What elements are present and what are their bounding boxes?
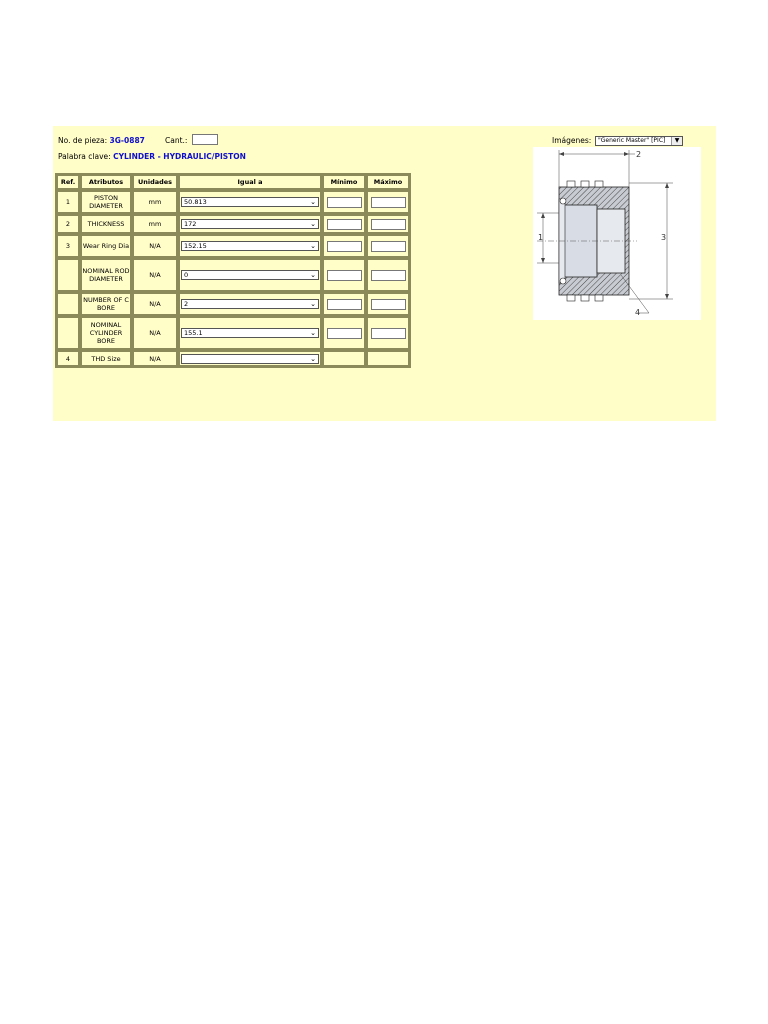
piston-drawing-svg xyxy=(533,147,701,320)
min-input[interactable] xyxy=(327,197,362,208)
equals-select[interactable] xyxy=(181,241,319,251)
keyword-label: Palabra clave: xyxy=(58,152,111,161)
min-input[interactable] xyxy=(327,328,362,339)
row-attribute: Wear Ring Dia xyxy=(81,235,131,257)
table-row xyxy=(57,259,409,291)
images-selected-value: "Generic Master" [PIC] xyxy=(598,137,666,144)
row-min-cell xyxy=(323,259,365,291)
callout-2: 2 xyxy=(636,150,642,159)
row-equals-cell xyxy=(179,235,321,257)
chevron-down-icon: ⌄ xyxy=(310,271,316,279)
row-ref: 1 xyxy=(57,191,79,213)
table-row xyxy=(57,317,409,349)
col-header-min: Mínimo xyxy=(323,175,365,189)
dimension-3 xyxy=(629,183,673,299)
table-row xyxy=(57,235,409,257)
part-search-panel xyxy=(53,126,716,421)
max-input[interactable] xyxy=(371,197,406,208)
row-max-cell xyxy=(367,235,409,257)
keyword-line xyxy=(58,152,246,161)
equals-select[interactable] xyxy=(181,299,319,309)
max-input[interactable] xyxy=(371,328,406,339)
chevron-down-icon: ⌄ xyxy=(310,354,316,363)
row-unit: N/A xyxy=(133,351,177,366)
callout-3: 3 xyxy=(661,233,667,242)
qty-label: Cant.: xyxy=(165,136,188,145)
row-ref: 4 xyxy=(57,351,79,366)
dimension-1 xyxy=(537,213,559,263)
part-number-value: 3G-0887 xyxy=(109,136,145,145)
max-input[interactable] xyxy=(371,241,406,252)
keyword-value: CYLINDER - HYDRAULIC/PISTON xyxy=(113,152,246,161)
row-min-cell xyxy=(323,191,365,213)
row-equals-cell xyxy=(179,293,321,315)
row-ref: 2 xyxy=(57,215,79,233)
row-unit: mm xyxy=(133,191,177,213)
chevron-down-icon: ⌄ xyxy=(310,198,316,206)
equals-select[interactable] xyxy=(181,219,319,229)
equals-select[interactable] xyxy=(181,197,319,207)
row-attribute: PISTON DIAMETER xyxy=(81,191,131,213)
chevron-down-icon: ⌄ xyxy=(310,220,316,228)
images-select[interactable] xyxy=(595,136,683,146)
row-ref: 3 xyxy=(57,235,79,257)
row-unit: N/A xyxy=(133,317,177,349)
chevron-down-icon: ▼ xyxy=(671,137,682,145)
chevron-down-icon: ⌄ xyxy=(310,300,316,308)
part-number-label: No. de pieza: xyxy=(58,136,108,145)
row-max-cell xyxy=(367,293,409,315)
equals-value: 0 xyxy=(184,271,189,279)
col-header-attributes: Atributos xyxy=(81,175,131,189)
table-row xyxy=(57,191,409,213)
min-input[interactable] xyxy=(327,219,362,230)
row-max-cell xyxy=(367,351,409,366)
table-row xyxy=(57,293,409,315)
piston-drawing xyxy=(533,147,701,320)
row-min-cell xyxy=(323,351,365,366)
col-header-max: Máximo xyxy=(367,175,409,189)
row-equals-cell xyxy=(179,351,321,366)
equals-value: 2 xyxy=(184,300,189,308)
table-header-row xyxy=(57,175,409,189)
equals-value: 152.15 xyxy=(184,242,207,250)
row-max-cell xyxy=(367,259,409,291)
row-min-cell xyxy=(323,293,365,315)
row-max-cell xyxy=(367,191,409,213)
piston-body xyxy=(537,181,637,301)
row-unit: N/A xyxy=(133,235,177,257)
equals-value: 172 xyxy=(184,220,197,228)
part-number-line xyxy=(58,136,145,145)
images-label: Imágenes: xyxy=(552,136,592,145)
min-input[interactable] xyxy=(327,270,362,281)
row-attribute: NOMINAL CYLINDER BORE xyxy=(81,317,131,349)
row-unit: N/A xyxy=(133,293,177,315)
row-unit: mm xyxy=(133,215,177,233)
col-header-units: Unidades xyxy=(133,175,177,189)
equals-select[interactable] xyxy=(181,354,319,364)
row-attribute: THICKNESS xyxy=(81,215,131,233)
row-attribute: NOMINAL ROD DIAMETER xyxy=(81,259,131,291)
row-ref xyxy=(57,293,79,315)
row-attribute: THD Size xyxy=(81,351,131,366)
col-header-equals: Igual a xyxy=(179,175,321,189)
min-input[interactable] xyxy=(327,299,362,310)
equals-select[interactable] xyxy=(181,328,319,338)
row-min-cell xyxy=(323,215,365,233)
col-header-ref: Ref. xyxy=(57,175,79,189)
row-equals-cell xyxy=(179,259,321,291)
row-max-cell xyxy=(367,317,409,349)
row-equals-cell xyxy=(179,317,321,349)
max-input[interactable] xyxy=(371,270,406,281)
callout-1: 1 xyxy=(538,233,544,242)
row-equals-cell xyxy=(179,215,321,233)
max-input[interactable] xyxy=(371,299,406,310)
chevron-down-icon: ⌄ xyxy=(310,242,316,250)
chevron-down-icon: ⌄ xyxy=(310,329,316,337)
row-ref xyxy=(57,317,79,349)
equals-value: 155.1 xyxy=(184,329,203,337)
callout-4: 4 xyxy=(635,308,641,317)
equals-select[interactable] xyxy=(181,270,319,280)
row-equals-cell xyxy=(179,191,321,213)
table-row xyxy=(57,215,409,233)
row-unit: N/A xyxy=(133,259,177,291)
row-attribute: NUMBER OF C BORE xyxy=(81,293,131,315)
attributes-table xyxy=(55,173,411,368)
table-row xyxy=(57,351,409,366)
row-max-cell xyxy=(367,215,409,233)
row-min-cell xyxy=(323,317,365,349)
row-ref xyxy=(57,259,79,291)
equals-value: 50.813 xyxy=(184,198,207,206)
row-min-cell xyxy=(323,235,365,257)
qty-input[interactable] xyxy=(192,134,218,145)
min-input[interactable] xyxy=(327,241,362,252)
max-input[interactable] xyxy=(371,219,406,230)
